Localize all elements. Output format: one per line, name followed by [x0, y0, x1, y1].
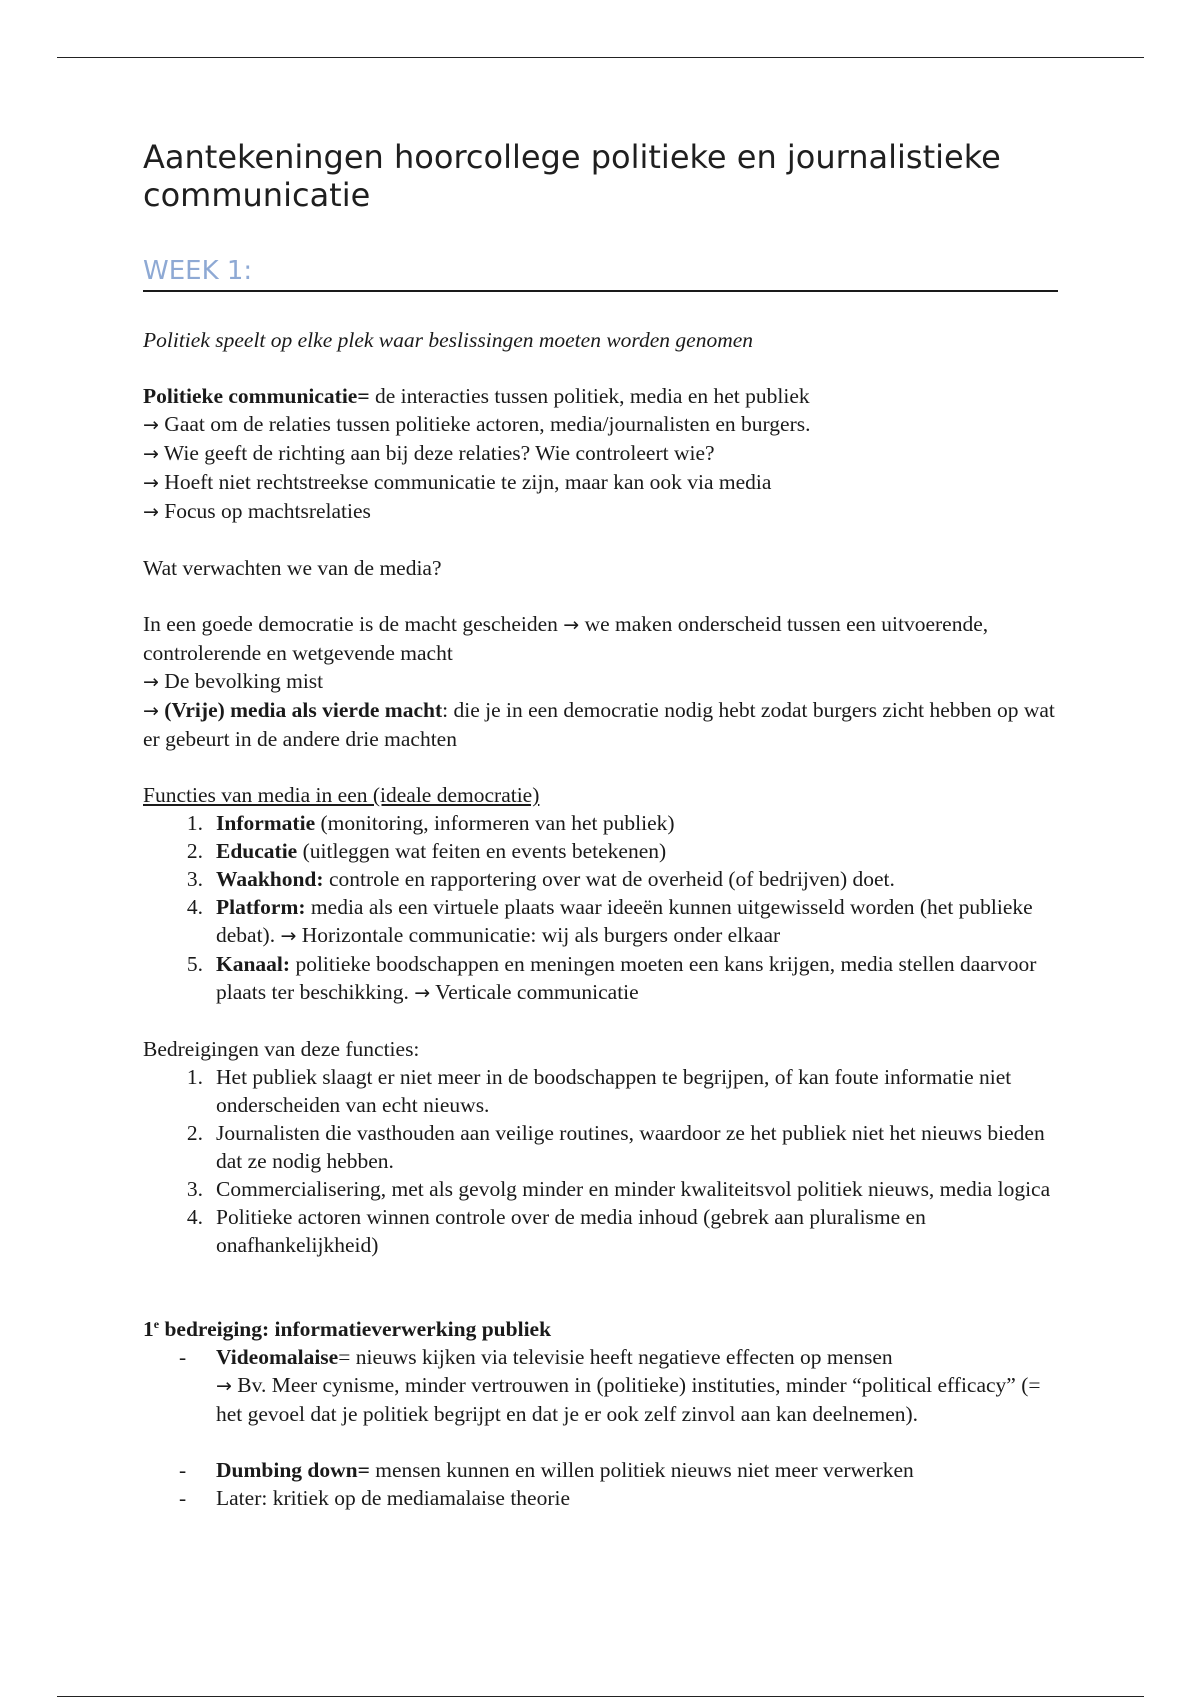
document-page [143, 138, 1058, 1512]
bottom-rule [57, 1696, 1144, 1697]
list-item: 3. Commercialisering, met als gevolg minder en minder kwaliteitsvol politiek nieuws, media logica [186, 1177, 1051, 1201]
list-item: 1. Het publiek slaagt er niet meer in de boodschappen te begrijpen, of kan foute informatie niet onderscheiden van echt nieuws. [186, 1065, 1012, 1117]
document-body [143, 326, 1058, 1512]
list-item: 4. Platform: media als een virtuele plaats waar ideeën kunnen uitgewisseld worden (het publieke debat). → Horizontale communicatie: wij als burgers onder elkaar [186, 895, 1033, 947]
arrow-icon: → [414, 982, 431, 1004]
list-item: 2. Journalisten die vasthouden aan veilige routines, waardoor ze het publiek niet het nieuws bieden dat ze nodig hebben. [186, 1121, 1045, 1173]
document-title: Aantekeningen hoorcollege politieke en journalistieke communicatie [143, 138, 1001, 214]
list-item: - Videomalaise= nieuws kijken via televisie heeft negatieve effecten op mensen → Bv. Meer cynisme, minder vertrouwen in (politieke) instituties, minder “political efficacy” (= het gevoel dat je politiek begrijpt en dat je er ook zelf zinvol aan kan deelnemen). [179, 1345, 1041, 1426]
arrow-icon: → [143, 501, 159, 523]
definition-point: → Gaat om de relaties tussen politieke actoren, media/journalisten en burgers. [143, 412, 811, 436]
first-threat-heading: 1e bedreiging: informatieverwerking publiek [143, 1316, 552, 1341]
list-item: 5. Kanaal: politieke boodschappen en meningen moeten een kans krijgen, media stellen daarvoor plaats ter beschikking. → Verticale communicatie [186, 952, 1037, 1004]
democracy-point: → (Vrije) media als vierde macht: die je in een democratie nodig hebt zodat burgers zicht hebben op wat er gebeurt in de andere drie machten [143, 698, 1055, 751]
list-item: 3. Waakhond: controle en rapportering over wat de overheid (of bedrijven) doet. [186, 867, 895, 891]
first-threat-list-2 [143, 1456, 1058, 1512]
list-item: 4. Politieke actoren winnen controle over de media inhoud (gebrek aan pluralisme en onafhankelijkheid) [186, 1205, 926, 1257]
arrow-icon: → [280, 925, 297, 947]
list-item: 2. Educatie (uitleggen wat feiten en events betekenen) [186, 839, 667, 863]
arrow-icon: → [563, 614, 580, 636]
list-item: - Later: kritiek op de mediamalaise theorie [179, 1486, 571, 1510]
first-threat-list [143, 1343, 1058, 1428]
arrow-icon: → [143, 472, 159, 494]
threats-list [143, 1063, 1058, 1259]
week-heading: WEEK 1: [143, 255, 1058, 292]
democracy-paragraph: In een goede democratie is de macht gescheiden → we maken onderscheid tussen een uitvoerende, controlerende en wetgevende macht [143, 612, 989, 665]
arrow-icon: → [216, 1375, 232, 1397]
top-rule [57, 57, 1144, 58]
arrow-icon: → [143, 443, 159, 465]
threats-heading: Bedreigingen van deze functies: [143, 1037, 420, 1061]
question-line: Wat verwachten we van de media? [143, 556, 442, 580]
definition-point: → Focus op machtsrelaties [143, 499, 371, 523]
list-item: 1. Informatie (monitoring, informeren van het publiek) [186, 811, 675, 835]
functions-heading: Functies van media in een (ideale democratie) [143, 783, 540, 807]
functions-list [143, 809, 1058, 1007]
intro-line: Politiek speelt op elke plek waar beslissingen moeten worden genomen [143, 328, 754, 352]
definition-point: → Wie geeft de richting aan bij deze relaties? Wie controleert wie? [143, 441, 715, 465]
definition-line: Politieke communicatie= de interacties tussen politiek, media en het publiek [143, 384, 810, 408]
arrow-icon: → [143, 414, 159, 436]
list-item: - Dumbing down= mensen kunnen en willen politiek nieuws niet meer verwerken [179, 1458, 914, 1482]
democracy-point: → De bevolking mist [143, 669, 324, 693]
definition-term: Politieke communicatie= [143, 384, 370, 408]
definition-point: → Hoeft niet rechtstreekse communicatie te zijn, maar kan ook via media [143, 470, 772, 494]
arrow-icon: → [143, 700, 159, 722]
arrow-icon: → [143, 671, 159, 693]
